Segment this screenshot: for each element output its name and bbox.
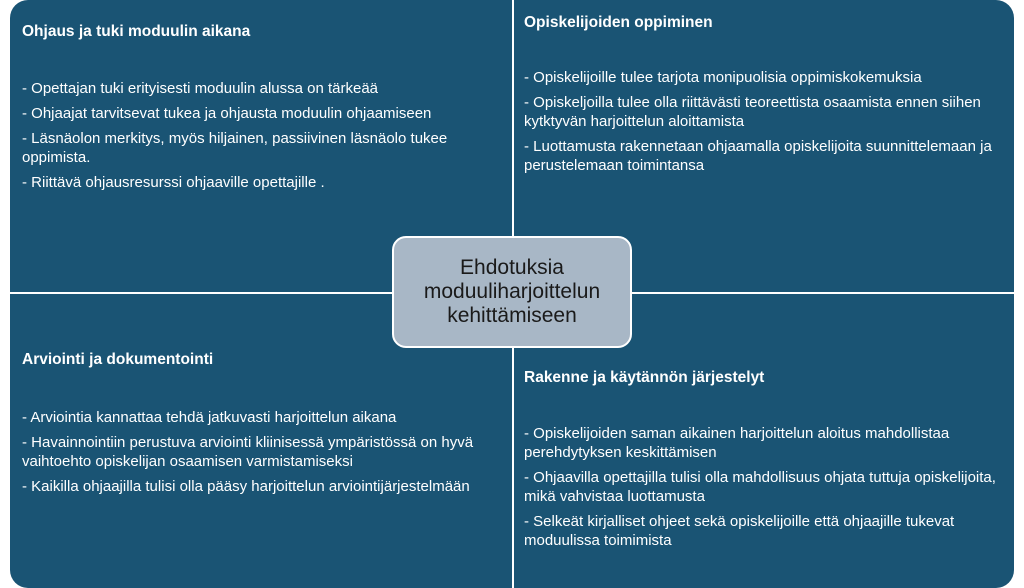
list-item: - Opiskeljoilla tulee olla riittävästi teoreettista osaamista ennen siihen kytktyvän harjoittelun aloittamista [524, 94, 981, 130]
center-title [424, 256, 600, 328]
quadrant-list [22, 79, 500, 198]
list-item: - Riittävä ohjausresurssi ohjaaville opettajille . [22, 174, 325, 191]
list-item: - Arviointia kannattaa tehdä jatkuvasti harjoittelun aikana [22, 409, 397, 426]
center-title-line: moduuliharjoittelun [423, 280, 601, 303]
quadrant-title: Ohjaus ja tuki moduulin aikana [22, 23, 251, 40]
list-item: - Ohjaavilla opettajilla tulisi olla mahdollisuus ohjata tuttuja opiskelijoita, mikä vahvistaa luottamusta [524, 469, 996, 505]
list-item: - Havainnointiin perustuva arviointi kliinisessä ympäristössä on hyvä vaihtoehto opiskelijan osaamisen varmistamiseksi [22, 434, 474, 470]
quadrant-title: Opiskelijoiden oppiminen [524, 14, 713, 31]
quadrant-list [524, 424, 1008, 556]
center-title-line: Ehdotuksia [460, 256, 564, 279]
center-title-box [392, 236, 632, 348]
list-item: - Ohjaajat tarvitsevat tukea ja ohjausta moduulin ohjaamiseen [22, 105, 432, 122]
list-item: - Opettajan tuki erityisesti moduulin alussa on tärkeää [22, 80, 379, 97]
center-title-line: kehittämiseen [447, 304, 577, 327]
quadrant-list [22, 408, 500, 502]
quadrant-title: Rakenne ja käytännön järjestelyt [524, 369, 765, 386]
quadrant-title: Arviointi ja dokumentointi [22, 351, 214, 368]
list-item: - Kaikilla ohjaajilla tulisi olla pääsy harjoittelun arviointijärjestelmään [22, 478, 470, 495]
list-item: - Opiskelijoiden saman aikainen harjoittelun aloitus mahdollistaa perehdytyksen keskittämisen [524, 425, 950, 461]
list-item: - Selkeät kirjalliset ohjeet sekä opiskelijoille että ohjaajille tukevat moduulissa toimimista [524, 513, 955, 549]
list-item: - Luottamusta rakennetaan ohjaamalla opiskelijoita suunnittelemaan ja perustelemaan toimintansa [524, 138, 992, 174]
list-item: - Opiskelijoille tulee tarjota monipuolisia oppimiskokemuksia [524, 69, 922, 86]
list-item: - Läsnäolon merkitys, myös hiljainen, passiivinen läsnäolo tukee oppimista. [22, 130, 448, 166]
quadrant-list [524, 68, 1006, 181]
